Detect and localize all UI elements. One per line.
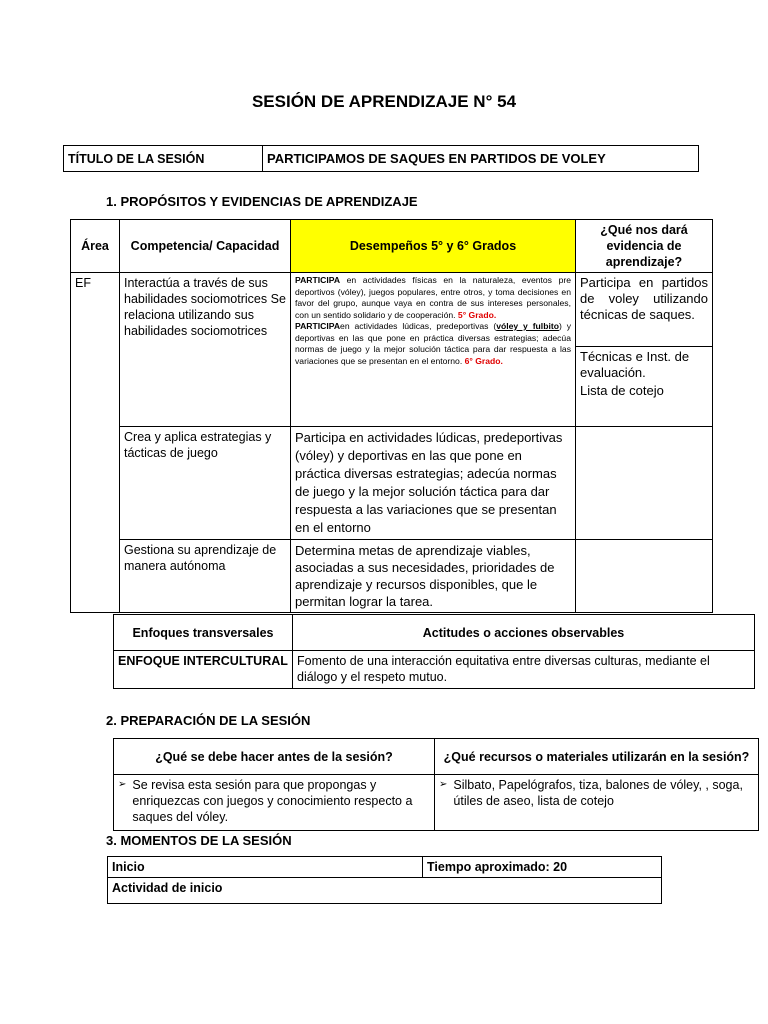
preparacion-right: ➢ Silbato, Papelógrafos, tiza, balones de vóley, , soga, útiles de aseo, lista de cotejo — [435, 775, 759, 831]
section2-heading: 2. PREPARACIÓN DE LA SESIÓN — [106, 713, 311, 728]
area-cell: EF — [71, 273, 120, 613]
preparacion-table — [113, 738, 759, 831]
enfoque-actitud: Fomento de una interacción equitativa entre diversas culturas, mediante el diálogo y el respeto mutuo. — [293, 651, 755, 689]
preparacion-header-left: ¿Qué se debe hacer antes de la sesión? — [114, 739, 435, 775]
competencia-3: Gestiona su aprendizaje de manera autónoma — [120, 540, 291, 613]
header-desempenos: Desempeños 5° y 6° Grados — [291, 220, 576, 273]
enfoques-header-left: Enfoques transversales — [114, 615, 293, 651]
inicio-label: Inicio — [108, 857, 423, 878]
lista-cotejo: Lista de cotejo — [580, 383, 664, 398]
evidencia-text: Participa en partidos de voley utilizando técnicas de saques. — [576, 273, 712, 347]
desempeno-3: Determina metas de aprendizaje viables, asociadas a sus necesidades, prioridades de aprendizaje y recursos disponibles, que le permitan lograr la tarea. — [291, 540, 576, 613]
session-title-table — [63, 145, 699, 172]
arrow-bullet-icon: ➢ — [439, 779, 448, 790]
momentos-table — [107, 856, 662, 904]
enfoques-table — [113, 614, 755, 689]
page-title: SESIÓN DE APRENDIZAJE N° 54 — [251, 92, 517, 111]
session-title-value: PARTICIPAMOS DE SAQUES EN PARTIDOS DE VOLEY — [263, 146, 699, 172]
propositos-table — [70, 219, 713, 613]
desempeno-1 — [291, 273, 576, 427]
tecnicas-label: Técnicas e Inst. de evaluación. — [580, 349, 690, 380]
competencia-2: Crea y aplica estrategias y tácticas de juego — [120, 427, 291, 540]
section1-heading: 1. PROPÓSITOS Y EVIDENCIAS DE APRENDIZAJE — [106, 194, 418, 209]
evidencia-2 — [576, 427, 713, 540]
preparacion-left: ➢ Se revisa esta sesión para que propongas y enriquezcas con juegos y conocimiento respecto a saques del vóley. — [114, 775, 435, 831]
tiempo-label: Tiempo aproximado: 20 — [423, 857, 662, 878]
evidencia-3 — [576, 540, 713, 613]
section3-heading: 3. MOMENTOS DE LA SESIÓN — [106, 833, 292, 848]
desempeno-2: Participa en actividades lúdicas, predeportivas (vóley) y deportivas en las que pone en práctica diversas estrategias; adecúa normas de juego y la mejor solución táctica para dar respuesta a las variaciones que se presentan en el entorno — [291, 427, 576, 540]
enfoques-header-right: Actitudes o acciones observables — [293, 615, 755, 651]
competencia-1: Interactúa a través de sus habilidades sociomotrices Se relaciona utilizando sus habilidades sociomotrices — [120, 273, 291, 427]
session-title-label: TÍTULO DE LA SESIÓN — [64, 146, 263, 172]
actividad-inicio: Actividad de inicio — [108, 878, 662, 904]
header-competencia: Competencia/ Capacidad — [120, 220, 291, 273]
desempeno-1-grade6: PARTICIPAen actividades lúdicas, predeportivas (vóley y fulbito) y deportivas en las que pone en práctica diversas estrategias; adecúa normas de juego y la mejor solución táctica para dar respuesta a las variaciones que se presentan en el entorno. 6° Grado. — [295, 321, 571, 366]
preparacion-header-right: ¿Qué recursos o materiales utilizarán en la sesión? — [435, 739, 759, 775]
header-evidencia: ¿Qué nos dará evidencia de aprendizaje? — [576, 220, 713, 273]
arrow-bullet-icon: ➢ — [118, 779, 127, 790]
desempeno-1-grade5: PARTICIPA en actividades físicas en la naturaleza, eventos pre deportivos (vóley), juegos populares, entre otros, y toma decisiones en favor del grupo, aunque vaya en contra de sus intereses personales, con un sentido solidario y de cooperación. 5° Grado. — [295, 275, 571, 320]
header-area: Área — [71, 220, 120, 273]
enfoque-name: ENFOQUE INTERCULTURAL — [114, 651, 293, 689]
evidencia-cell — [576, 273, 713, 427]
